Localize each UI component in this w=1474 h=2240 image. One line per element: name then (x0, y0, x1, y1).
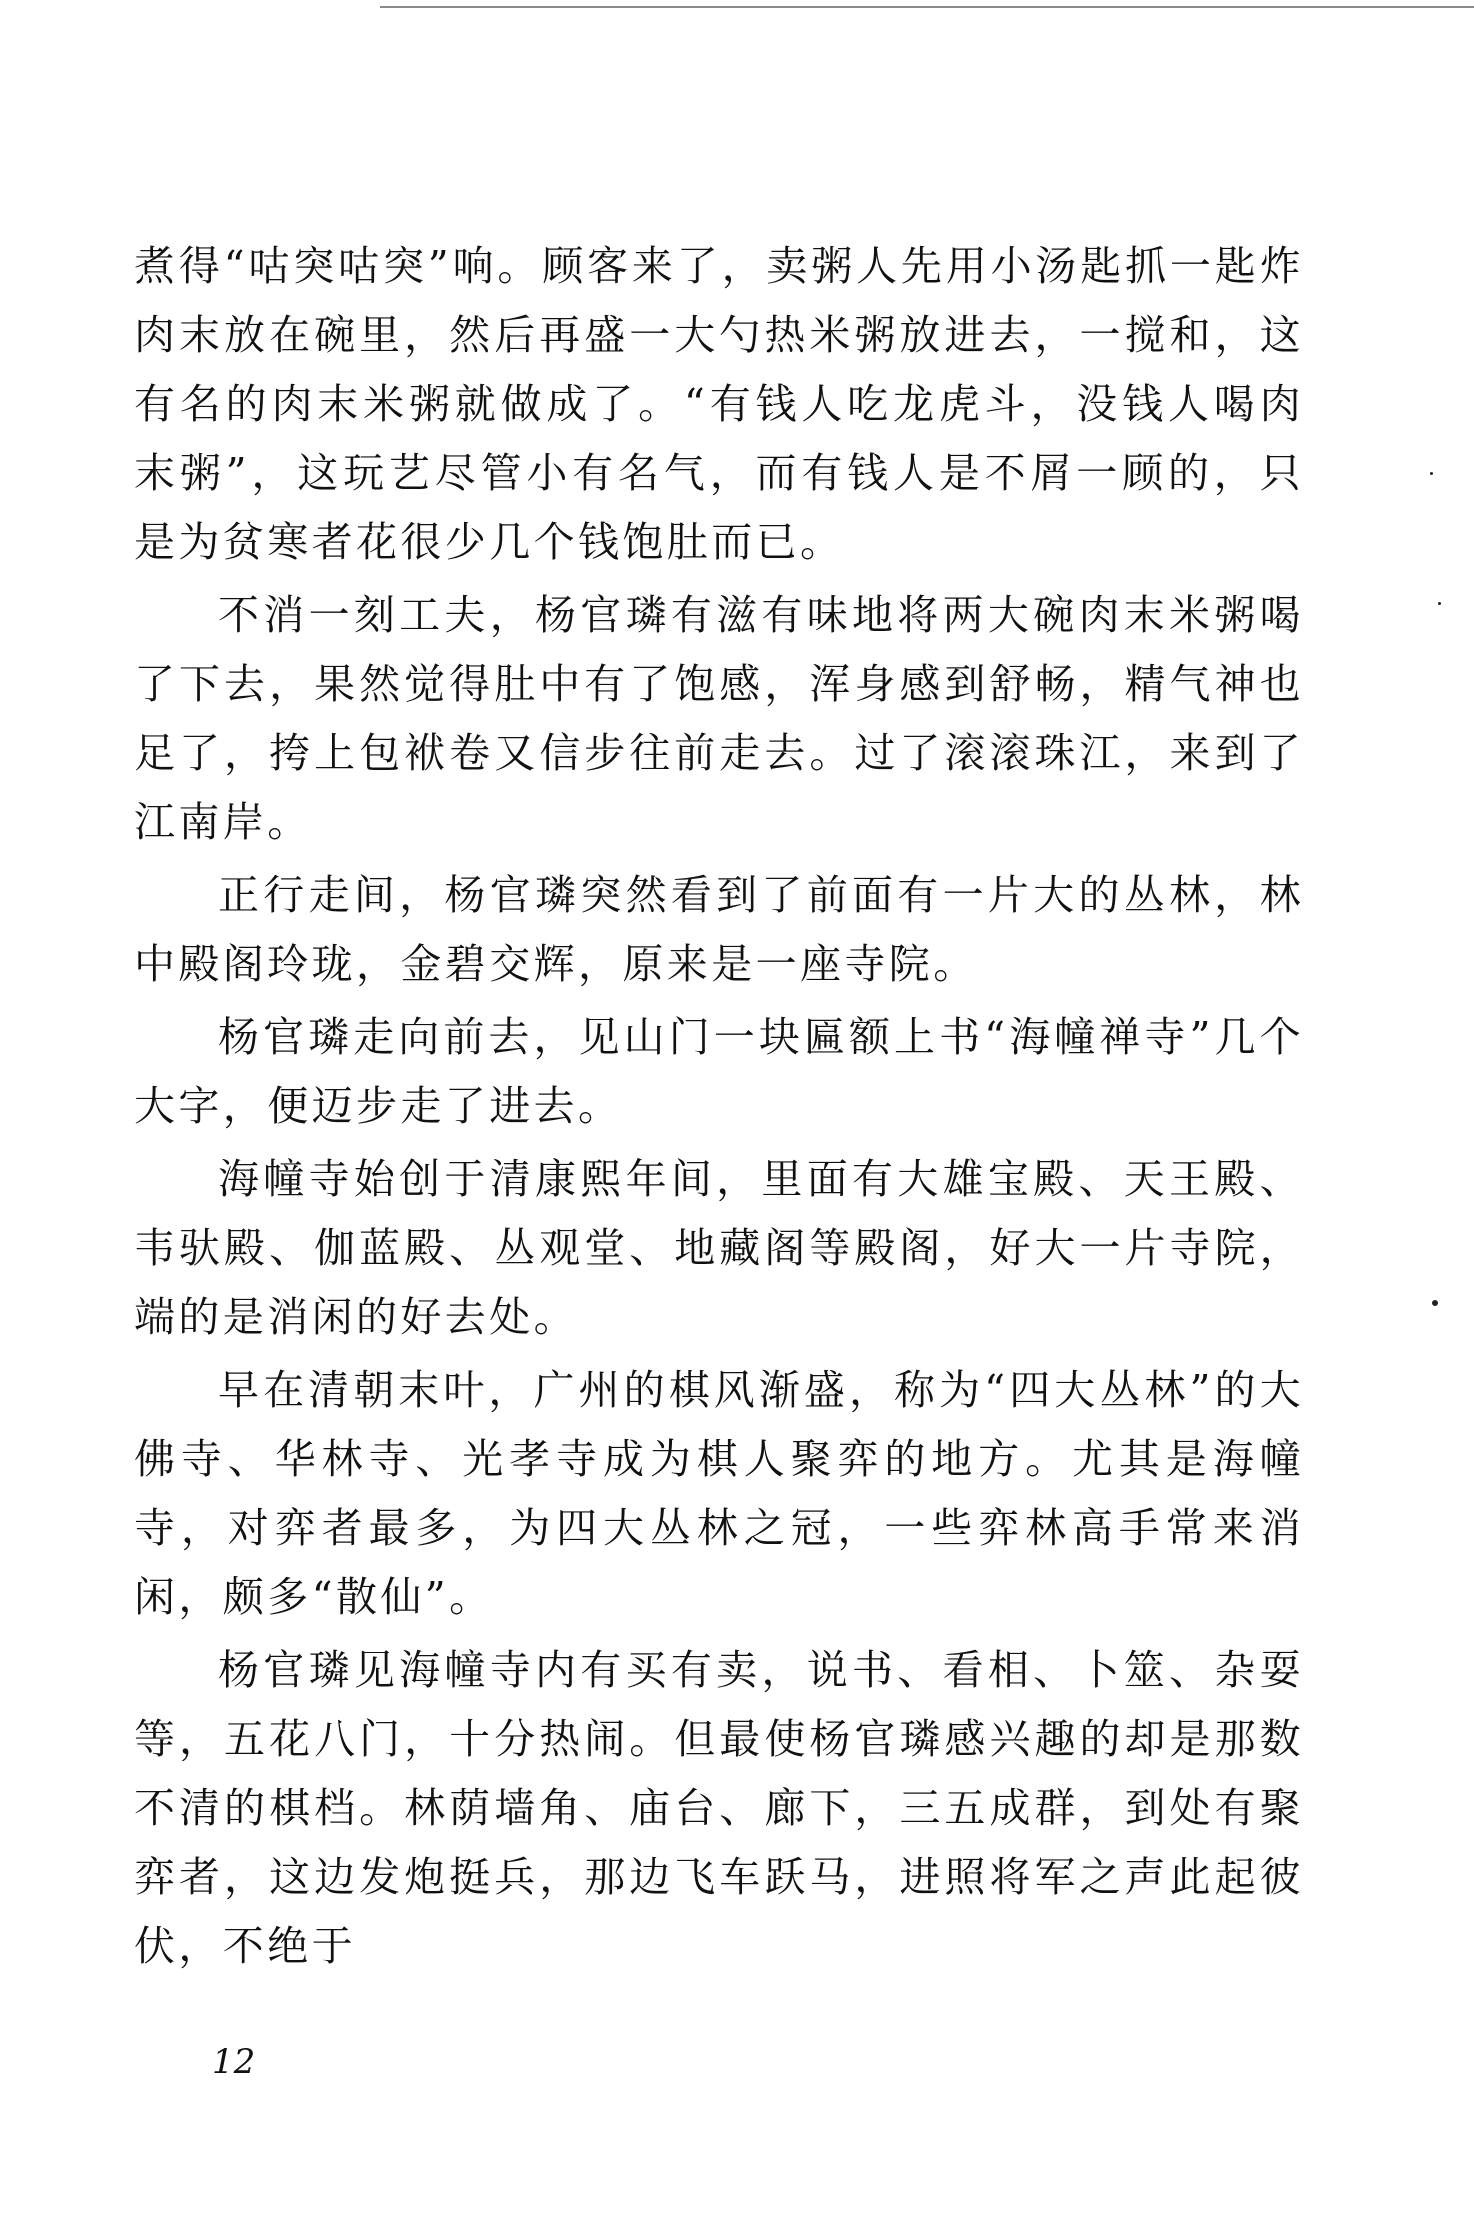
scan-speck (1430, 472, 1433, 475)
paragraph: 早在清朝末叶，广州的棋风渐盛，称为“四大丛林”的大佛寺、华林寺、光孝寺成为棋人聚弈的地方。尤其是海幢寺，对弈者最多，为四大丛林之冠，一些弈林高手常来消闲，颇多“散仙”。 (134, 1366, 1304, 1621)
paragraph: 杨官璘走向前去，见山门一块匾额上书“海幢禅寺”几个大字，便迈步走了进去。 (134, 1013, 1304, 1130)
scan-speck (1438, 602, 1441, 605)
paragraph-continued: 煮得“咕突咕突”响。顾客来了，卖粥人先用小汤匙抓一匙炸肉末放在碗里，然后再盛一大勺热米粥放进去，一搅和，这有名的肉末米粥就做成了。“有钱人吃龙虎斗，没钱人喝肉末粥”，这玩艺尽管小有名气，而有钱人是不屑一顾的，只是为贫寒者花很少几个钱饱肚而已。 (134, 242, 1304, 566)
body-text (134, 232, 1304, 1981)
paragraph: 不消一刻工夫，杨官璘有滋有味地将两大碗肉末米粥喝了下去，果然觉得肚中有了饱感，浑身感到舒畅，精气神也足了，挎上包袱卷又信步往前走去。过了滚滚珠江，来到了江南岸。 (134, 591, 1304, 846)
paragraph: 海幢寺始创于清康熙年间，里面有大雄宝殿、天王殿、韦驮殿、伽蓝殿、丛观堂、地藏阁等殿阁，好大一片寺院，端的是消闲的好去处。 (134, 1155, 1304, 1341)
paragraph: 正行走间，杨官璘突然看到了前面有一片大的丛林，林中殿阁玲珑，金碧交辉，原来是一座寺院。 (134, 871, 1304, 988)
scan-edge-line (380, 6, 1474, 8)
page-number: 12 (212, 2042, 256, 2082)
paragraph: 杨官璘见海幢寺内有买有卖，说书、看相、卜筮、杂耍等，五花八门，十分热闹。但最使杨官璘感兴趣的却是那数不清的棋档。林荫墙角、庙台、廊下，三五成群，到处有聚弈者，这边发炮挺兵，那边飞车跃马，进照将军之声此起彼伏，不绝于 (134, 1646, 1304, 1970)
scan-speck (1432, 1300, 1438, 1306)
